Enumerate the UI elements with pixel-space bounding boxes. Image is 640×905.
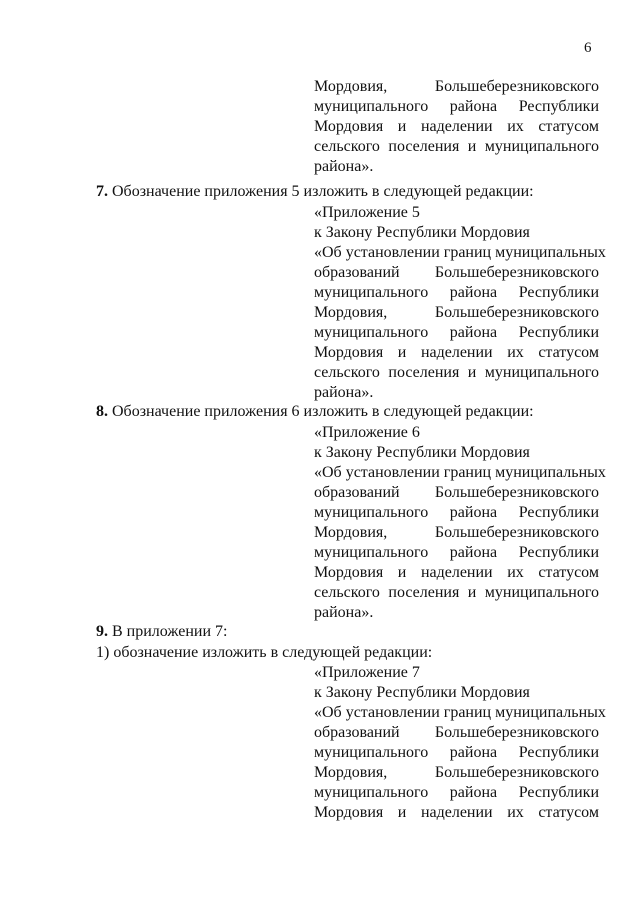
item-9-text: В приложении 7:	[108, 623, 228, 640]
text-line: Мордовия и наделении их статусом	[314, 344, 599, 361]
text-line: Мордовия, Большеберезниковского	[314, 764, 599, 781]
text-line: муниципального района Республики	[314, 744, 599, 761]
text-line: «Об установлении границ муниципальных	[314, 704, 606, 721]
text-line: муниципального района Республики	[314, 284, 599, 301]
text-line: муниципального района Республики	[314, 504, 599, 521]
text-line: муниципального района Республики	[314, 98, 599, 115]
text-line: сельского поселения и муниципального	[314, 584, 599, 601]
text-line: Мордовия и наделении их статусом	[314, 564, 599, 581]
text-line: «Приложение 7	[314, 664, 420, 681]
text-line: Мордовия, Большеберезниковского	[314, 524, 599, 541]
text-line: района».	[314, 604, 374, 621]
page-number: 6	[584, 40, 592, 56]
text-line: «Приложение 5	[314, 204, 420, 221]
text-line: Мордовия и наделении их статусом	[314, 118, 599, 135]
item-7-text: Обозначение приложения 5 изложить в следующей редакции:	[108, 183, 534, 200]
text-line: муниципального района Республики	[314, 544, 599, 561]
text-line: Мордовия, Большеберезниковского	[314, 304, 599, 321]
appendix-6-block	[314, 423, 606, 623]
appendix-5-block	[314, 203, 606, 403]
text-line: муниципального района Республики	[314, 784, 599, 801]
item-9-paragraph	[96, 622, 227, 642]
text-line: муниципального района Республики	[314, 324, 599, 341]
item-7-number: 7.	[96, 183, 108, 200]
text-line: Мордовия, Большеберезниковского	[314, 78, 599, 95]
text-line: района».	[314, 158, 374, 175]
text-line: Мордовия и наделении их статусом	[314, 804, 599, 821]
text-line: «Приложение 6	[314, 424, 420, 441]
item-9-number: 9.	[96, 623, 108, 640]
item-7-paragraph	[96, 182, 534, 202]
text-line: района».	[314, 384, 374, 401]
text-line: к Закону Республики Мордовия	[314, 684, 530, 701]
appendix-7-block	[314, 663, 606, 823]
text-line: сельского поселения и муниципального	[314, 364, 599, 381]
text-line: образований Большеберезниковского	[314, 484, 599, 501]
subitem-1-paragraph: 1) обозначение изложить в следующей редакции:	[96, 644, 433, 661]
text-line: к Закону Республики Мордовия	[314, 444, 530, 461]
item-8-text: Обозначение приложения 6 изложить в следующей редакции:	[108, 403, 534, 420]
text-line: «Об установлении границ муниципальных	[314, 244, 606, 261]
continuation-block	[314, 77, 599, 177]
item-8-paragraph	[96, 402, 534, 422]
text-line: образований Большеберезниковского	[314, 264, 599, 281]
item-8-number: 8.	[96, 403, 108, 420]
text-line: сельского поселения и муниципального	[314, 138, 599, 155]
text-line: образований Большеберезниковского	[314, 724, 599, 741]
text-line: «Об установлении границ муниципальных	[314, 464, 606, 481]
text-line: к Закону Республики Мордовия	[314, 224, 530, 241]
